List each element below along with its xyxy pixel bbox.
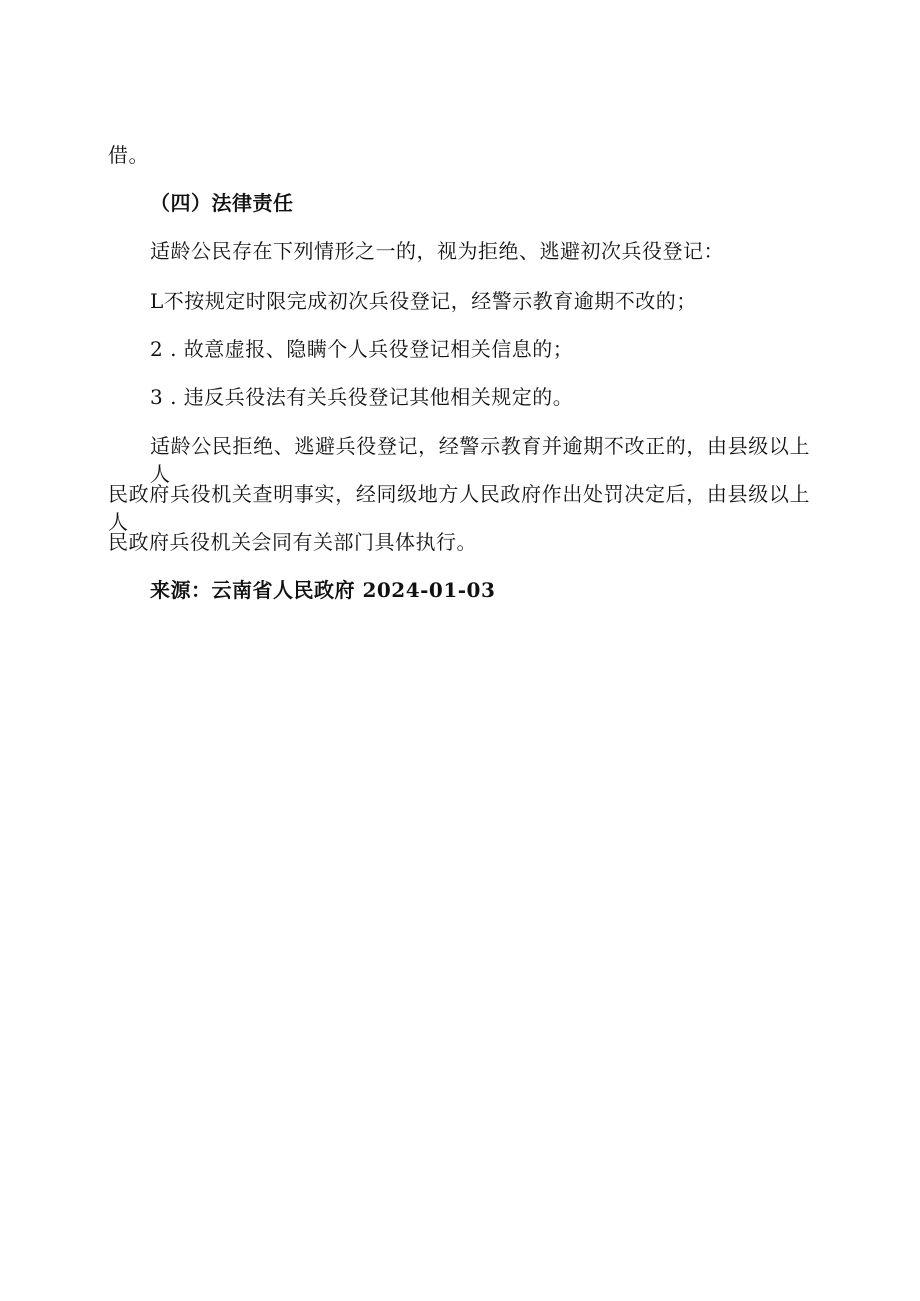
continuation-text: 借。: [108, 143, 149, 167]
paragraph-line: 民政府兵役机关查明事实，经同级地方人民政府作出处罚决定后，由县级以上人: [108, 482, 810, 534]
intro-paragraph: 适龄公民存在下列情形之一的，视为拒绝、逃避初次兵役登记：: [150, 239, 724, 263]
paragraph-line: 民政府兵役机关会同有关部门具体执行。: [108, 530, 477, 554]
source-line: 来源：云南省人民政府 2024-01-03: [150, 578, 496, 602]
list-item: 2 . 故意虚报、隐瞒个人兵役登记相关信息的；: [150, 337, 574, 361]
paragraph-line: 适龄公民拒绝、逃避兵役登记，经警示教育并逾期不改正的，由县级以上人: [150, 434, 810, 486]
list-item: L不按规定时限完成初次兵役登记，经警示教育逾期不改的；: [150, 289, 697, 313]
list-item: 3 . 违反兵役法有关兵役登记其他相关规定的。: [150, 385, 574, 409]
section-heading: （四）法律责任: [150, 191, 294, 215]
